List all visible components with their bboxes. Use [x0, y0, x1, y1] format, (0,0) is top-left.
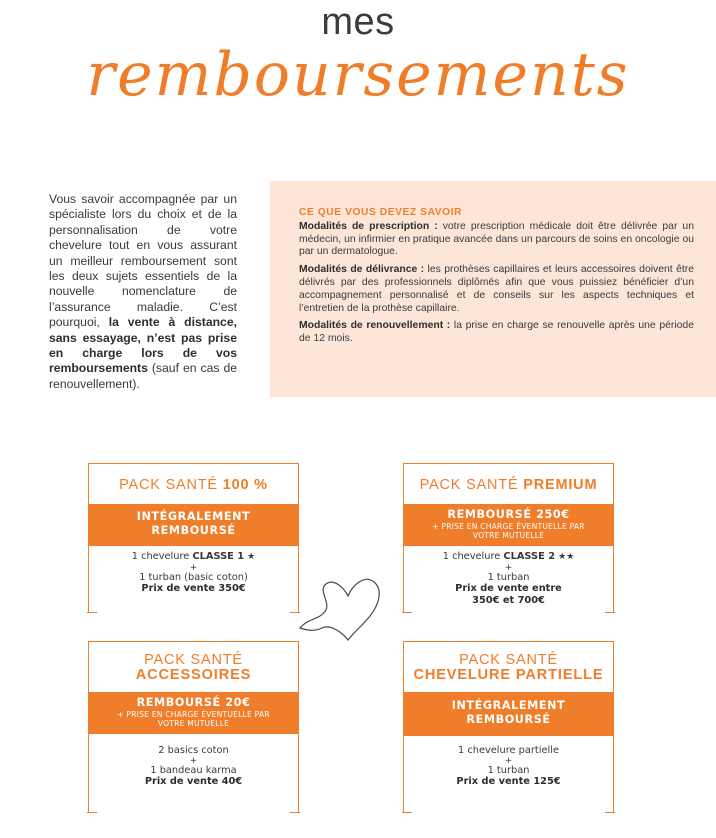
pack-band-sub: + PRISE EN CHARGE ÉVENTUELLE PAR VOTRE MUTUELLE [432, 522, 585, 540]
pack-band-main: REMBOURSÉ 20€ [136, 696, 251, 709]
pack-price: Prix de vente 125€ [456, 776, 561, 788]
info-item-renouvellement [299, 320, 694, 346]
pack-title [88, 641, 299, 683]
pack-band-main: REMBOURSÉ 250€ [447, 508, 570, 521]
pack-title-bold: 100 % [222, 477, 268, 493]
pack-band-sub: + PRISE EN CHARGE ÉVENTUELLE PAR VOTRE MUTUELLE [117, 710, 270, 728]
pack-sante-accessoires [88, 641, 299, 788]
info-text: la prise en charge se renouvelle après une période de 12 mois. [299, 320, 694, 345]
plus-sign: + [189, 755, 198, 766]
pack-sante-chevelure-partielle [403, 641, 614, 788]
pack-price: Prix de vente entre 350€ et 700€ [455, 583, 562, 606]
intro-text-2: (sauf en cas de renouvellement). [49, 361, 237, 391]
pack-details [88, 745, 299, 788]
pack-corner [87, 812, 97, 813]
info-item-prescription [299, 221, 694, 259]
pack-title [403, 641, 614, 683]
pack-title-light: PACK SANTÉ [419, 477, 524, 493]
pack-item-class: CLASSE 2 [503, 551, 556, 562]
pack-corner [402, 612, 412, 613]
pack-item-2: 1 bandeau karma [150, 764, 237, 776]
heart-stroke [300, 579, 379, 640]
intro-text-1: Vous savoir accompagnée par un spécialiste lors du choix et de la personnalisation de votre chevelure tout en vous assurant un meilleur remboursement sont les deux sujets essentiels de la nouvelle nomenclature de l’assurance maladie. C’est pourquoi, [49, 192, 237, 330]
heart-icon [290, 570, 400, 660]
pack-corner [605, 612, 615, 613]
pack-title [88, 463, 299, 494]
pack-item-1: 1 chevelure [131, 551, 193, 562]
pack-band [88, 692, 299, 734]
info-text: votre prescription médicale doit être délivrée par un médecin, un infirmier en pratique avancée dans un parcours de soins en oncologie ou par un dermatologue. [299, 220, 694, 258]
plus-sign: + [504, 755, 513, 766]
pack-band [403, 504, 614, 546]
pack-band [88, 504, 299, 546]
star-icon: ★ [247, 552, 256, 562]
pack-details [403, 745, 614, 788]
pack-item-1: 1 chevelure [442, 551, 504, 562]
pack-details [88, 551, 299, 595]
pack-title [403, 463, 614, 494]
pack-price: Prix de vente 40€ [144, 776, 243, 788]
pack-sante-premium [403, 463, 614, 606]
pack-item-1: 2 basics coton [158, 745, 229, 756]
pack-corner [605, 812, 615, 813]
pack-item-2: 1 turban [487, 764, 530, 776]
pack-price: Prix de vente 350€ [141, 583, 246, 595]
info-label: Modalités de délivrance : [299, 264, 425, 276]
pack-corner [87, 612, 97, 613]
page-title-script: remboursements [86, 40, 630, 110]
info-box [270, 181, 716, 397]
pack-title-bold: CHEVELURE PARTIELLE [413, 667, 604, 683]
pack-title-bold: PREMIUM [523, 477, 598, 493]
pack-item-1: 1 chevelure partielle [458, 745, 559, 756]
info-label: Modalités de prescription : [299, 220, 438, 232]
info-item-delivrance [299, 264, 694, 315]
pack-corner [402, 812, 412, 813]
pack-sante-100 [88, 463, 299, 595]
pack-band-main: INTÉGRALEMENT REMBOURSÉ [136, 510, 251, 537]
pack-band-main: INTÉGRALEMENT REMBOURSÉ [451, 699, 566, 726]
plus-sign: + [504, 562, 513, 573]
info-heading: CE QUE VOUS DEVEZ SAVOIR [299, 207, 463, 218]
info-text: les prothèses capillaires et leurs accessoires doivent être délivrés par des professionnels diplômés afin que vous puissiez bénéficier d’un accompagnement personnalisé et de conseils sur les aspects techniques et l’entretien de la prothèse capillaire. [299, 264, 694, 314]
pack-title-light: PACK SANTÉ [459, 652, 558, 668]
intro-text-bold: la vente à distance, sans essayage, n’est pas prise en charge lors de vos remboursements [49, 315, 237, 376]
plus-sign: + [189, 562, 198, 573]
pack-details [403, 551, 614, 606]
pack-title-bold: ACCESSOIRES [135, 667, 252, 683]
page-title-small: mes [321, 1, 395, 43]
pack-corner [290, 812, 300, 813]
pack-title-light: PACK SANTÉ [144, 652, 243, 668]
pack-band [403, 692, 614, 736]
pack-item-class: CLASSE 1 [192, 551, 245, 562]
star-icon: ★★ [558, 552, 575, 562]
intro-paragraph [49, 192, 237, 392]
pack-title-light: PACK SANTÉ [119, 477, 223, 493]
pack-item-2: 1 turban [487, 571, 530, 583]
info-label: Modalités de renouvellement : [299, 320, 451, 332]
pack-item-2: 1 turban (basic coton) [139, 571, 248, 583]
